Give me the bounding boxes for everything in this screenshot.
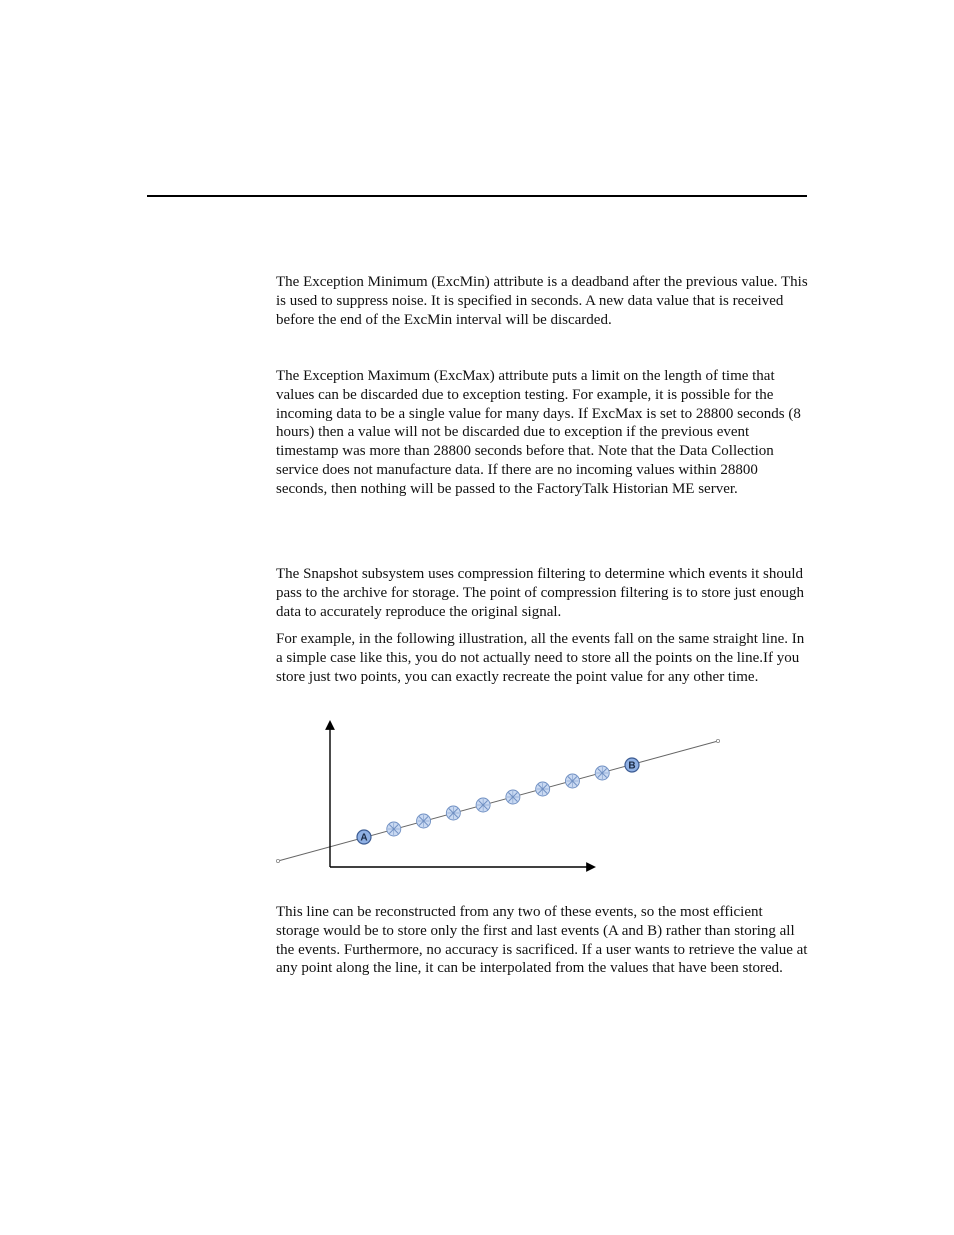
- event-a-label: A: [360, 832, 368, 844]
- event-marker: [417, 814, 431, 828]
- event-marker: [476, 798, 490, 812]
- event-marker: [595, 766, 609, 780]
- event-marker: [387, 822, 401, 836]
- event-marker: [446, 806, 460, 820]
- event-b-label: B: [628, 760, 636, 772]
- event-marker: [506, 790, 520, 804]
- line-start-point: [276, 859, 279, 862]
- paragraph-example: For example, in the following illustration, all the events fall on the same straight line. In a simple case like this, you do not actually need to store all the points on the line.If you store just two points, you can exactly recreate the point value for any other time.: [276, 631, 805, 685]
- compression-diagram: [270, 710, 760, 900]
- paragraph-excmin: The Exception Minimum (ExcMin) attribute is a deadband after the previous value. This is used to suppress noise. It is specified in seconds. A new data value that is received before the end of the ExcMin interval will be discarded.: [276, 274, 808, 328]
- event-marker: [536, 782, 550, 796]
- trend-line: [278, 741, 718, 861]
- compression-illustration: [270, 710, 760, 900]
- line-end-point: [716, 739, 719, 742]
- event-a: [357, 830, 371, 844]
- paragraph-reconstruct: This line can be reconstructed from any two of these events, so the most efficient storage would be to store only the first and last events (A and B) rather than storing all the events. Furthermore, no accuracy is sacrificed. If a user wants to retrieve the value at any point along the line, it can be interpolated from the values that have been stored.: [276, 904, 808, 977]
- event-marker: [565, 774, 579, 788]
- paragraph-snapshot: The Snapshot subsystem uses compression filtering to determine which events it should pass to the archive for storage. The point of compression filtering is to store just enough data to accurately reproduce the original signal.: [276, 566, 804, 620]
- header-rule: [147, 195, 807, 197]
- paragraph-excmax: The Exception Maximum (ExcMax) attribute puts a limit on the length of time that values can be discarded due to exception testing. For example, it is possible for the incoming data to be a single value for many days. If ExcMax is set to 28800 seconds (8 hours) then a value will not be discarded due to exception if the previous event timestamp was more than 28800 seconds before that. Note that the Data Collection service does not manufacture data. If there are no incoming values within 28800 seconds, then nothing will be passed to the FactoryTalk Historian ME server.: [276, 368, 801, 497]
- event-b: [625, 758, 639, 772]
